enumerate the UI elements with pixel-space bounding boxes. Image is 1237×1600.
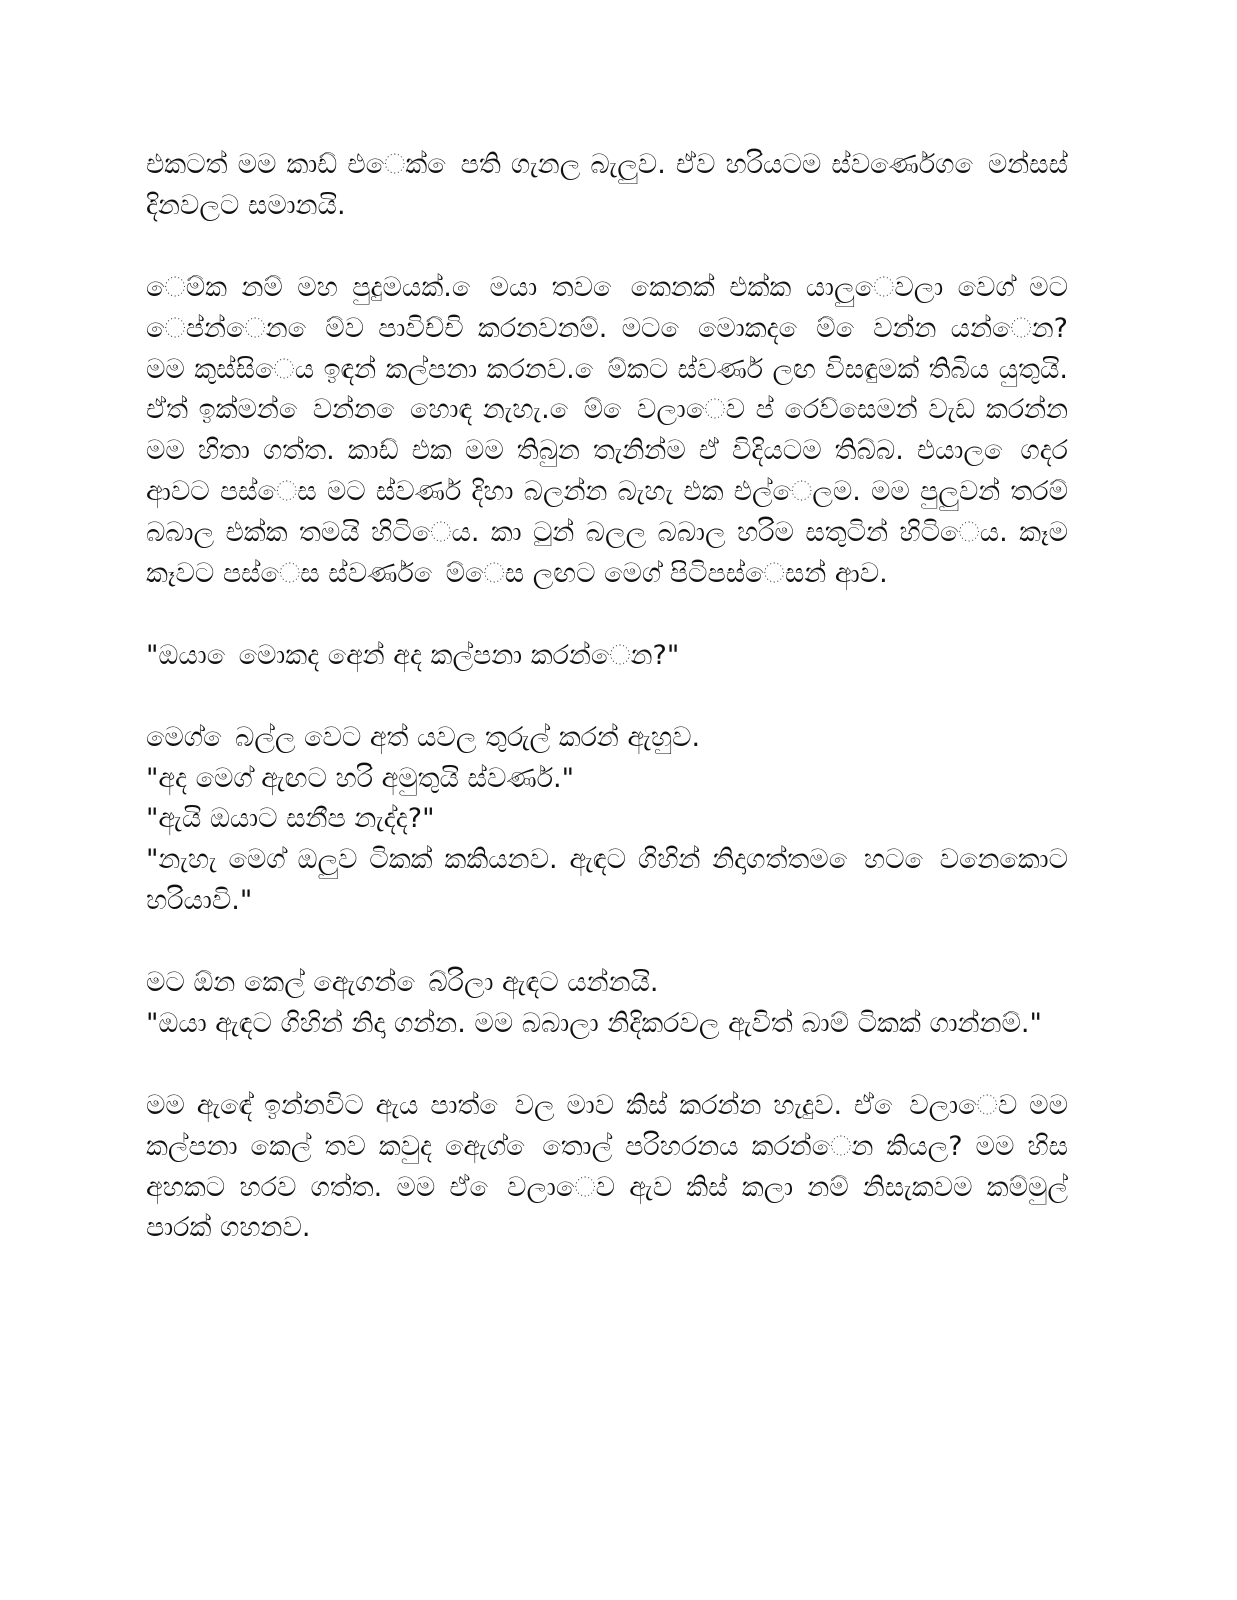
dialogue-line: "ඇයි ඔයාට සනීප නැද්ද?" xyxy=(146,803,435,835)
document-page xyxy=(146,145,1068,1290)
dialogue-line: "නැහැ මෙග් ඔලුව ටිකක් කකියනව. ඇඳට ගිහින් නිදාගත්තම ෙහට ෙවනෙකොට හරියාවි." xyxy=(146,844,1068,917)
dialogue-line: මෙග් ෙබල්ල වෙට අත් යවල තුරුල් කරන් ඇහුව. xyxy=(146,721,701,753)
paragraph: මම ඇඳේ ඉන්නවිට ඇය පාත් ෙවල මාව කිස් කරන්න හැදුව. ඒ ෙවලාෙව මම කල්පනා කෙල් තව කවුද ඇෙග් ෙතොල් පරිහරනය කරන්ෙන කියල? මම හිස අහකට හරව ගත්ත. මම ඒ ෙවලාෙව ඇව කිස් කලා නම් නිසැකවම කම්මුල් පාරක් ගහනව. xyxy=(146,1089,1068,1244)
dialogue-block xyxy=(146,963,1068,1045)
dialogue-line: "ඔයා ඇඳට ගිහින් නිදා ගන්න. මම බබාලා නිදිකරවල ඇවිත් බාම් ටිකක් ගාන්නම්." xyxy=(146,1007,1042,1039)
dialogue-line: "අද මෙග් ඇඟට හරි අමුතුයි ස්වර්ණ." xyxy=(146,762,575,794)
dialogue-block xyxy=(146,718,1068,923)
paragraph-quote: "ඔයා ෙමොකද අෙන් අද කල්පනා කරන්ෙන?" xyxy=(146,639,680,671)
paragraph: ෙම්ක නම් මහ පුදුමයක්. ෙමයා තව ෙකෙනක් එක්ක යාලුෙවලා වෙග් මට ෙප්න්ෙන ෙම්ව පාවිච්චි කරනවනම්. මට ෙමොකද ෙම් ෙවන්න යන්ෙන? මම කුස්සිෙය ඉඳන් කල්පනා කරනව. ෙම්කට ස්වර්ණ ලඟ විසඳුමක් තිබිය යුතුයි. ඒත් ඉක්මන් ෙවන්න ෙහොඳ නැහැ. ෙම් ෙවලාෙව ප් රෙව්සෙමන් වැඩ කරන්න මම හිතා ගත්ත. කාඩ් එක මම තිබුන තැනින්ම ඒ විදියටම තිබ්බ. එයාල ෙගදර ආවට පස්ෙස මට ස්වර්ණ දිහා බලන්න බැහැ එක එල්ෙලම. මම පුලුවන් තරම් බබාල එක්ක තමයි හිටිෙය. කා ටුන් බලල බබාල හරිම සතුටින් හිටිෙය. කෑම කෑවට පස්ෙස ස්වර්ණ ෙම්ෙස ලඟට මෙග් පිටිපස්ෙසන් ආව. xyxy=(146,271,1068,590)
paragraph: එකටත් මම කාඩ් එෙක් ෙපති ගැනල බැලුව. ඒව හරියටම ස්වර්ණෙග ෙමන්සස් දිනවලට සමානයි. xyxy=(146,149,1068,221)
dialogue-line: මට ඕන කෙල් ඇෙගන් ෙබ්රිලා ඇඳට යන්නයි. xyxy=(146,967,659,999)
